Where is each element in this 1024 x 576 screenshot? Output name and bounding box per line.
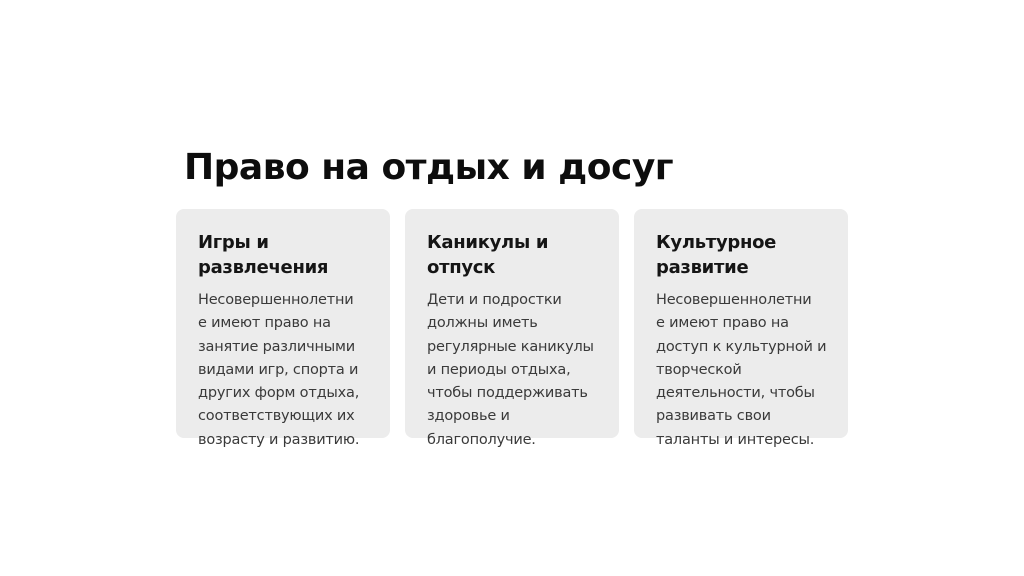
card-text-line: е имеют право на bbox=[656, 315, 789, 332]
card-text-line: соответствующих их bbox=[198, 408, 355, 425]
card-heading-line: Игры и bbox=[198, 232, 269, 253]
card-text-line: доступ к культурной и bbox=[656, 338, 827, 355]
card-description bbox=[656, 289, 842, 452]
card-text-line: Несовершеннолетни bbox=[198, 292, 354, 308]
card-text-line: е имеют право на bbox=[198, 315, 331, 332]
card-text-line: здоровье и bbox=[427, 408, 510, 425]
card-text-line: регулярные каникулы bbox=[427, 338, 594, 355]
card-text-line: таланты и интересы. bbox=[656, 431, 815, 448]
card-text-line: должны иметь bbox=[427, 315, 538, 332]
card-text-line: чтобы поддерживать bbox=[427, 385, 588, 402]
card-culture bbox=[634, 209, 848, 448]
card-text-line: деятельности, чтобы bbox=[656, 385, 815, 402]
card-text-line: Несовершеннолетни bbox=[656, 292, 812, 308]
card-text-line: и периоды отдыха, bbox=[427, 361, 571, 378]
card-heading-line: Культурное bbox=[656, 232, 777, 253]
card-text-line: развивать свои bbox=[656, 408, 771, 425]
card-heading bbox=[198, 230, 378, 280]
card-heading-line: развлечения bbox=[198, 257, 329, 278]
card-text-line: других форм отдыха, bbox=[198, 385, 360, 402]
card-text-line: благополучие. bbox=[427, 431, 536, 448]
card-heading bbox=[427, 230, 607, 280]
card-text-line: занятие различными bbox=[198, 338, 355, 355]
card-text-line: возрасту и развитию. bbox=[198, 431, 360, 448]
card-heading-line: развитие bbox=[656, 257, 749, 278]
card-description bbox=[427, 289, 613, 452]
card-text-line: творческой bbox=[656, 361, 742, 378]
card-holidays bbox=[405, 209, 619, 448]
card-text-line: Дети и подростки bbox=[427, 292, 562, 308]
card-heading-line: Каникулы и bbox=[427, 232, 549, 253]
card-text-line: видами игр, спорта и bbox=[198, 361, 359, 378]
card-heading-line: отпуск bbox=[427, 257, 496, 278]
page-title: Право на отдых и досуг bbox=[184, 147, 674, 188]
card-games bbox=[176, 209, 390, 448]
card-heading bbox=[656, 230, 836, 280]
card-description bbox=[198, 289, 384, 452]
